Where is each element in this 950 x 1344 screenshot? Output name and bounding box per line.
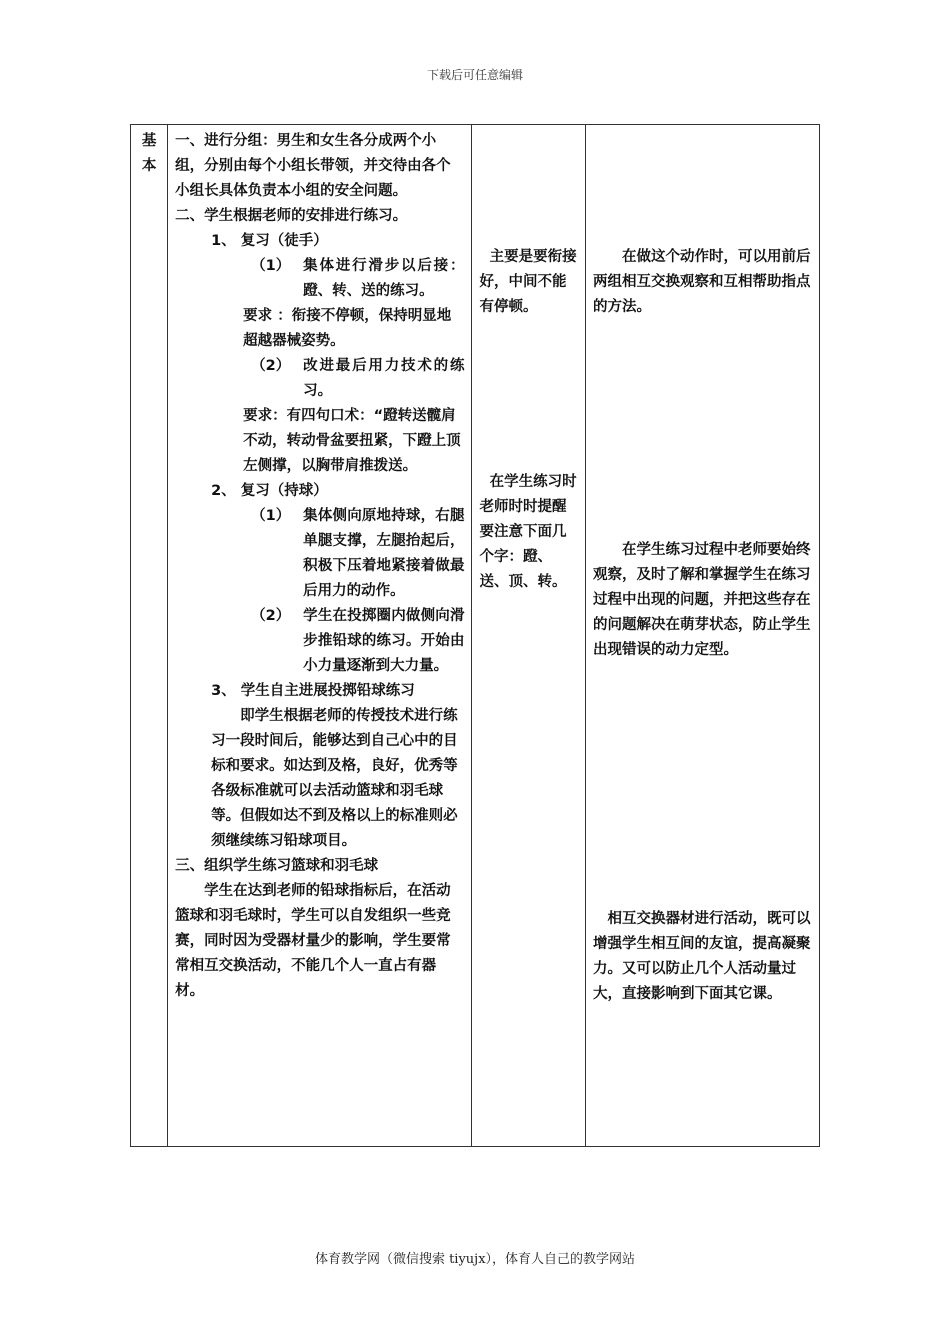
item-number: （1）: [251, 508, 291, 524]
remark-paragraph: 在做这个动作时，可以用前后两组相互交换观察和互相帮助指点的方法。: [592, 249, 811, 315]
step-2-3-heading: 3、 学生自主进展投掷铅球练习: [211, 683, 415, 699]
teacher-notes-cell: [472, 125, 585, 1147]
step-2-3-body: 即学生根据老师的传授技术进行练习一段时间后，能够达到自己心中的目标和要求。如达到及格，良好，优秀等各级标准就可以去活动篮球和羽毛球等。但假如达不到及格以上的标准则必须继续练习铅球项目。: [211, 708, 458, 849]
section-label-char: 基: [141, 133, 157, 149]
lesson-table: [130, 124, 820, 1147]
section-label-char: 本: [141, 158, 157, 174]
table-row: [131, 125, 820, 1147]
remark-text: [593, 245, 812, 320]
remark-text: 相互交换器材进行活动，既可以增强学生相互间的友谊，提高凝聚力。又可以防止几个人活动量过大，直接影响到下面其它课。: [592, 911, 811, 1002]
page-header: 下载后可任意编辑: [426, 68, 523, 82]
remarks-cell: [585, 125, 819, 1147]
step-2-heading: 二、学生根据老师的安排进行练习。: [175, 208, 408, 224]
step-2-2-heading: 2、 复习（持球）: [211, 483, 328, 499]
step-2-1-1: [175, 254, 464, 304]
step-2-2-2: [175, 604, 464, 679]
remark-text: [593, 538, 812, 663]
requirement-text: 要求：有四句口术：“蹬转送髋肩不动，转动骨盆要扭紧，下蹬上顶左侧撑，以胸带肩推拨送。: [243, 408, 461, 474]
item-text: 学生在投掷圈内做侧向滑步推铅球的练习。开始由小力量逐渐到大力量。: [303, 608, 465, 674]
item-text: 集体进行滑步以后接：蹬、转、送的练习。: [303, 258, 465, 299]
step-2-1-heading: 1、 复习（徒手）: [211, 233, 328, 249]
page-footer: 体育教学网（微信搜索 tiyujx），体育人自己的教学网站: [314, 1252, 636, 1267]
item-text: 集体侧向原地持球，右腿单腿支撑，左腿抬起后，积极下压着地紧接着做最后用力的动作。: [303, 508, 465, 599]
step-3-body: 学生在达到老师的铅球指标后，在活动篮球和羽毛球时，学生可以自发组织一些竞赛，同时因为受器材量少的影响，学生要常常相互交换活动，不能几个人一直占有器材。: [175, 883, 451, 999]
content-cell: [168, 125, 472, 1147]
step-2-2-1: [175, 504, 464, 604]
step-1-text: 一、进行分组：男生和女生各分成两个小组，分别由每个小组长带领，并交待由各个小组长具体负责本小组的安全问题。: [175, 133, 451, 199]
teacher-note: 主要是要衔接好，中间不能有停顿。: [479, 249, 577, 315]
remark-paragraph: 在学生练习过程中老师要始终观察，及时了解和掌握学生在练习过程中出现的问题，并把这些存在的问题解决在萌芽状态，防止学生出现错误的动力定型。: [592, 542, 811, 658]
item-number: （2）: [251, 358, 291, 374]
item-text: 改进最后用力技术的练习。: [303, 358, 465, 399]
requirement-text: 要求 ：衔接不停顿，保持明显地超越器械姿势。: [243, 308, 452, 349]
teacher-note: 在学生练习时老师时时提醒要注意下面几个字：蹬、送、顶、转。: [479, 474, 577, 590]
step-3-heading: 三、组织学生练习篮球和羽毛球: [175, 858, 379, 874]
step-2-1-2: [175, 354, 464, 404]
item-number: （2）: [251, 608, 291, 624]
section-label-cell: [131, 125, 168, 1147]
item-number: （1）: [251, 258, 291, 274]
